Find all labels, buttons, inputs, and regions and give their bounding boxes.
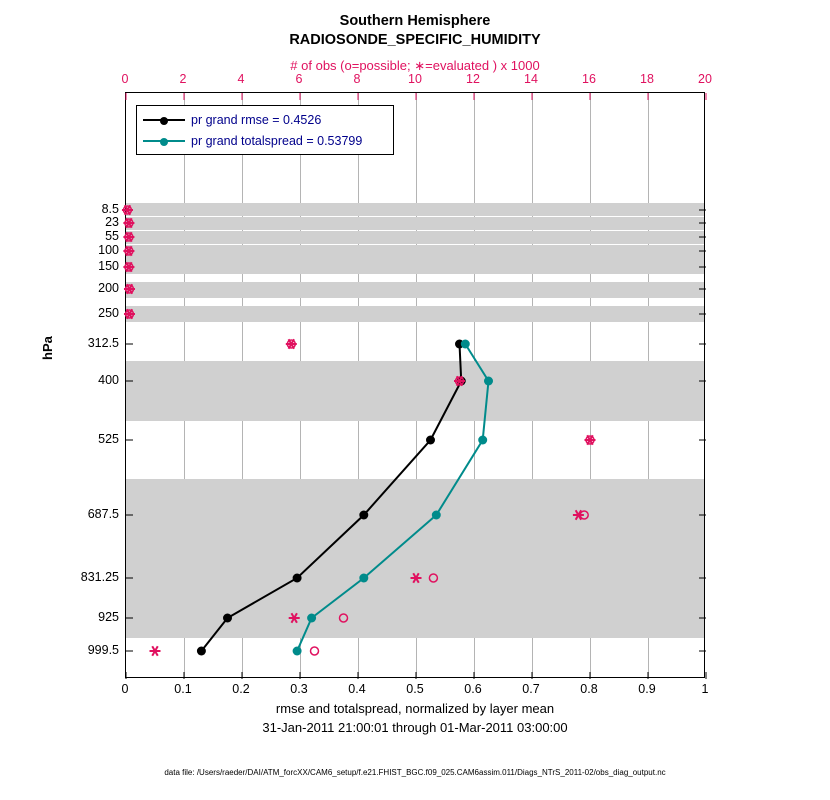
y-axis-tick-labels: [55, 92, 119, 678]
series-point: [307, 614, 316, 623]
y-tick-label: 23: [105, 215, 119, 229]
top-axis-tick-labels: [121, 72, 712, 88]
y-tick-label: 100: [98, 243, 119, 257]
chart-title: [0, 12, 830, 50]
legend-box: [136, 105, 394, 155]
legend-line-totalspread: [143, 140, 185, 142]
y-tick-label: 8.5: [101, 202, 119, 216]
top-tick-label: 8: [353, 72, 361, 86]
series-point: [432, 511, 441, 520]
y-tick-label: 312.5: [87, 336, 119, 350]
y-tick-label: 687.5: [87, 507, 119, 521]
y-axis-label: hPa: [40, 336, 55, 360]
legend-item-rmse: [143, 111, 321, 129]
bottom-tick-label: 0.1: [174, 682, 192, 696]
obs-evaluated-marker: [150, 646, 161, 656]
y-tick-label: 200: [98, 281, 119, 295]
bottom-tick-label: 0.7: [522, 682, 540, 696]
top-tick-label: 0: [121, 72, 129, 86]
plot-area: [125, 92, 705, 678]
obs-possible-marker: [311, 647, 319, 655]
legend-marker-totalspread: [160, 138, 168, 146]
bottom-tick-label: 0.8: [580, 682, 598, 696]
legend-line-rmse: [143, 119, 185, 121]
legend-marker-rmse: [160, 117, 168, 125]
top-tick-label: 14: [524, 72, 538, 86]
bottom-tick-label: 0.9: [638, 682, 656, 696]
top-tick-label: 6: [295, 72, 303, 86]
top-tick-label: 20: [698, 72, 712, 86]
series-point: [293, 574, 302, 583]
bottom-tick-label: 0.5: [406, 682, 424, 696]
title-line-1: Southern Hemisphere: [339, 13, 491, 29]
y-tick-label: 999.5: [87, 643, 119, 657]
bottom-axis-tick-labels: [121, 682, 709, 698]
obs-axis-title: # of obs (o=possible; ∗=evaluated ) x 1000: [290, 58, 540, 73]
top-tick-label: 16: [582, 72, 596, 86]
legend-label-rmse: pr grand rmse = 0.4526: [191, 113, 322, 127]
series-line: [297, 344, 488, 651]
bottom-tick-label: 0.3: [290, 682, 308, 696]
bottom-tick-label: 0.4: [348, 682, 366, 696]
y-tick-label: 831.25: [80, 570, 119, 584]
legend-item-totalspread: [143, 132, 362, 150]
top-tick-label: 4: [237, 72, 245, 86]
y-tick-label: 150: [98, 259, 119, 273]
top-tick-label: 18: [640, 72, 654, 86]
series-point: [359, 511, 368, 520]
plot-overlay: [126, 93, 706, 679]
obs-possible-marker: [429, 574, 437, 582]
legend-label-totalspread: pr grand totalspread = 0.53799: [191, 134, 363, 148]
bottom-tick-label: 0: [121, 682, 129, 696]
date-range-label: 31-Jan-2011 21:00:01 through 01-Mar-2011 03:00:00: [262, 720, 568, 735]
title-line-2: RADIOSONDE_SPECIFIC_HUMIDITY: [289, 32, 541, 48]
top-tick-label: 10: [408, 72, 422, 86]
bottom-tick-label: 0.6: [464, 682, 482, 696]
obs-evaluated-marker: [289, 613, 300, 623]
obs-evaluated-marker: [411, 573, 422, 583]
bottom-tick-label: 1: [701, 682, 709, 696]
y-tick-label: 925: [98, 610, 119, 624]
series-point: [461, 340, 470, 349]
y-tick-label: 525: [98, 432, 119, 446]
bottom-tick-label: 0.2: [232, 682, 250, 696]
y-tick-label: 250: [98, 306, 119, 320]
y-tick-label: 55: [105, 229, 119, 243]
series-point: [293, 647, 302, 656]
series-point: [426, 436, 435, 445]
top-tick-label: 2: [179, 72, 187, 86]
series-point: [478, 436, 487, 445]
y-tick-label: 400: [98, 373, 119, 387]
obs-possible-marker: [340, 614, 348, 622]
x-axis-label: rmse and totalspread, normalized by layer mean: [275, 701, 555, 716]
series-line: [201, 344, 461, 651]
top-tick-label: 12: [466, 72, 480, 86]
series-point: [359, 574, 368, 583]
series-point: [484, 377, 493, 386]
series-point: [197, 647, 206, 656]
series-point: [223, 614, 232, 623]
data-file-label: data file: /Users/raeder/DAI/ATM_forcXX/CAM6_setup/f.e21.FHIST_BGC.f09_025.CAM6assim.011/Diags_NTrS_2011-02/obs_diag_output.nc: [164, 768, 666, 777]
